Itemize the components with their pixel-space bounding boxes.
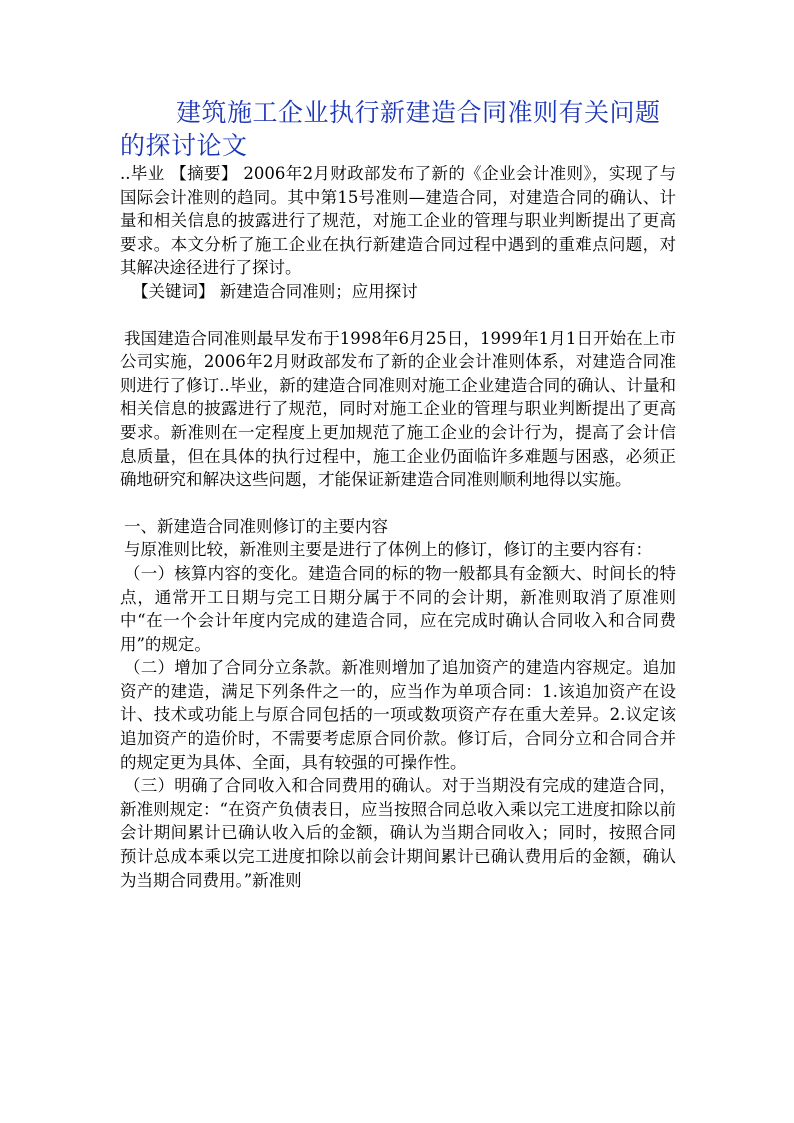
section-heading: 一、新建造合同准则修订的主要内容 [124, 516, 388, 536]
document-title: 建筑施工企业执行新建造合同准则有关问题的探讨论文 [120, 98, 661, 160]
spacer [120, 304, 676, 327]
spacer [120, 492, 676, 515]
keywords-line: 【关键词】 新建造合同准则；应用探讨 [132, 281, 418, 301]
list-item-paragraph: （一）核算内容的变化。建造合同的标的物一般都具有金额大、时间长的特点，通常开工日期与完工日期分属于不同的会计期，新准则取消了原准则中“在一个会计年度内完成的建造合同，应在完成时确认合同收入和合同费用”的规定。 [120, 563, 676, 654]
abstract-paragraph: ..毕业 【摘要】 2006年2月财政部发布了新的《企业会计准则》，实现了与国际会计准则的趋同。其中第15号准则—建造合同，对建造合同的确认、计量和相关信息的披露进行了规范，对施工企业的管理与职业判断提出了更高要求。本文分析了施工企业在执行新建造合同过程中遇到的重难点问题，对其解决途径进行了探讨。 [120, 164, 676, 278]
list-item-paragraph: （三）明确了合同收入和合同费用的确认。对于当期没有完成的建造合同，新准则规定：“在资产负债表日，应当按照合同总收入乘以完工进度扣除以前会计期间累计已确认收入后的金额，确认为当期合同收入；同时，按照合同预计总成本乘以完工进度扣除以前会计期间累计已确认费用后的金额，确认为当期合同费用。”新准则 [120, 776, 676, 890]
section-lead-paragraph: 与原准则比较，新准则主要是进行了体例上的修订，修订的主要内容有： [124, 540, 652, 560]
intro-paragraph: 我国建造合同准则最早发布于1998年6月25日，1999年1月1日开始在上市公司实施，2006年2月财政部发布了新的企业会计准则体系，对建造合同准则进行了修订..毕业，新的建造合同准则对施工企业建造合同的确认、计量和相关信息的披露进行了规范，同时对施工企业的管理与职业判断提出了更高要求。新准则在一定程度上更加规范了施工企业的会计行为，提高了会计信息质量，但在具体的执行过程中，施工企业仍面临许多难题与困惑，必须正确地研究和解决这些问题，才能保证新建造合同准则顺利地得以实施。 [120, 328, 676, 490]
list-item-paragraph: （二）增加了合同分立条款。新准则增加了追加资产的建造内容规定。追加资产的建造，满足下列条件之一的，应当作为单项合同：1.该追加资产在设计、技术或功能上与原合同包括的一项或数项资产存在重大差异。2.议定该追加资产的造价时，不需要考虑原合同价款。修订后，合同分立和合同合并的规定更为具体、全面，具有较强的可操作性。 [120, 658, 676, 772]
document-page [120, 96, 676, 892]
